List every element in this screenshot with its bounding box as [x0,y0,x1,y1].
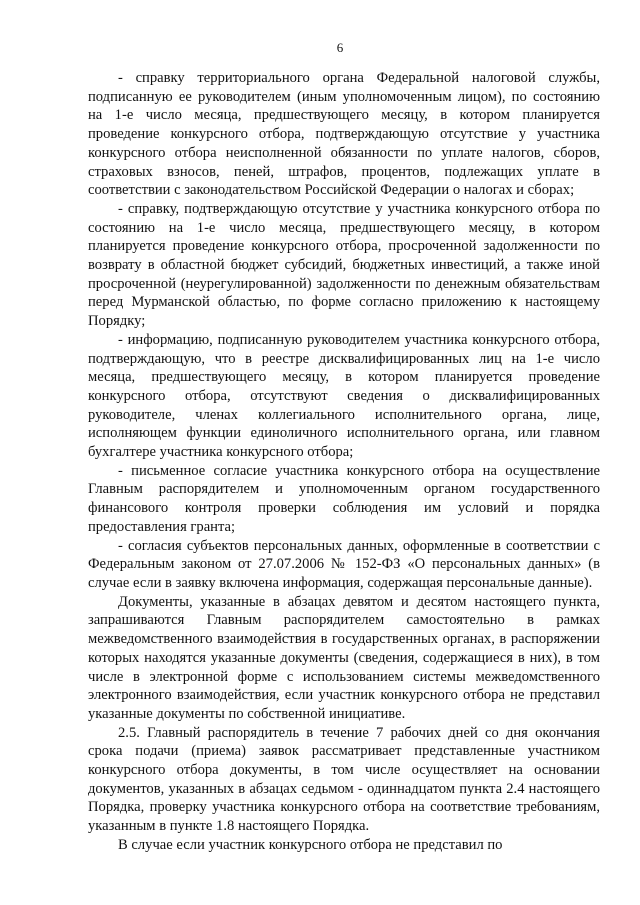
paragraph-written-consent: - письменное согласие участника конкурсного отбора на осуществление Главным распорядителем и уполномоченным органом государственного финансового контроля проверки соблюдения им условий и порядка предоставления гранта; [88,462,600,535]
paragraph-section-2-5: 2.5. Главный распорядитель в течение 7 рабочих дней со дня окончания срока подачи (приема) заявок рассматривает представленные участником конкурсного отбора документы, в том числе осуществляет на основании документов, указанных в абзацах седьмом - одиннадцатом пункта 2.4 настоящего Порядка, проверку участника конкурсного отбора на соответствие требованиям, указанным в пункте 1.8 настоящего Порядка. [88,724,600,835]
paragraph-interagency-documents: Документы, указанные в абзацах девятом и десятом настоящего пункта, запрашиваются Главным распорядителем самостоятельно в рамках межведомственного взаимодействия в государственных органах, в распоряжении которых находятся указанные документы (сведения, содержащиеся в них), в том числе в электронной форме с использованием системы межведомственного электронного взаимодействия, если участник конкурсного отбора не представил указанные документы по собственной инициативе. [88,593,600,722]
paragraph-continuation: В случае если участник конкурсного отбора не представил по [118,836,503,853]
paragraph-personal-data-consent: - согласия субъектов персональных данных, оформленные в соответствии с Федеральным законом от 27.07.2006 № 152-ФЗ «О персональных данных» (в случае если в заявку включена информация, содержащая персональные данные). [88,537,600,591]
page-number: 6 [336,40,344,55]
paragraph-tax-certificate: - справку территориального органа Федеральной налоговой службы, подписанную ее руководителем (иным уполномоченным лицом), по состоянию на 1-е число месяца, предшествующего месяцу, в котором планируется проведение конкурсного отбора, подтверждающую отсутствие у участника конкурсного отбора неисполненной обязанности по уплате налогов, сборов, страховых взносов, пеней, штрафов, процентов, подлежащих уплате в соответствии с законодательством Российской Федерации о налогах и сборах; [88,70,600,199]
paragraph-disqualification-info: - информацию, подписанную руководителем участника конкурсного отбора, подтверждающую, что в реестре дисквалифицированных лиц на 1-е число месяца, предшествующего месяцу, в котором планируется проведение конкурсного отбора, отсутствуют сведения о дисквалифицированных руководителе, членах коллегиального исполнительного органа, лице, исполняющем функции единоличного исполнительного органа, или главном бухгалтере участника конкурсного отбора; [88,331,600,461]
paragraph-debt-certificate: - справку, подтверждающую отсутствие у участника конкурсного отбора по состоянию на 1-е число месяца, предшествующего месяцу, в котором планируется проведение конкурсного отбора, просроченной задолженности по возврату в областной бюджет субсидий, бюджетных инвестиций, а также иной просроченной (неурегулированной) задолженности по денежным обязательствам перед Мурманской областью, по форме согласно приложению к настоящему Порядку; [88,200,600,330]
